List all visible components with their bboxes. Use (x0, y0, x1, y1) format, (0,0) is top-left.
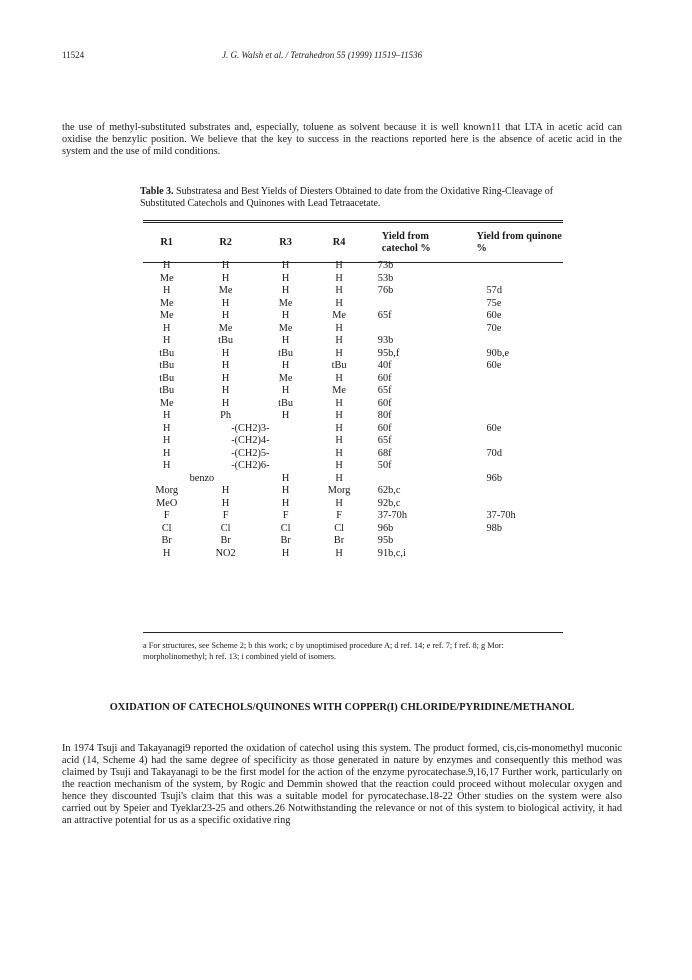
cell-r4: Morg (327, 485, 351, 496)
table-row (143, 273, 563, 286)
table-row (143, 410, 563, 423)
cell-r1: Me (159, 310, 174, 321)
table-caption-label: Table 3. (140, 186, 174, 197)
cell-r1: Br (161, 535, 172, 546)
cell-r2: Ph (220, 410, 232, 421)
cell-r4: Cl (334, 522, 344, 534)
cell-r4: H (335, 472, 343, 484)
cell-yield-catechol: 92b,c (377, 497, 401, 509)
cell-r2: Me (218, 285, 233, 296)
cell-r3: Cl (280, 522, 291, 534)
cell-r4: H (335, 347, 343, 359)
cell-r2: Cl (220, 522, 231, 534)
table-row (143, 460, 563, 473)
cell-r2: H (221, 397, 230, 409)
cell-yield-quinone (457, 535, 563, 548)
body-paragraph: In 1974 Tsuji and Takayanagi9 reported the oxidation of catechol using this system. The product formed, cis,cis-monomethyl muconic acid (14, Scheme 4) had the same degree of specificity as those generated in nature by enzymes and consequently this method was claimed by Tsuji and Takayanagi to be the first model for the action of the enzyme pyrocatechase.9,16,17 Further work, particularly on the reaction mechanism of the system, by Rogic and Demmin showed that the reaction could proceed without molecular oxygen and hence they discounted Tsuji's claim that this was a suitable model for pyrocatechase.18-22 Other studies on the system were also carried out by Speier and Tyeklar23-25 and others.26 Notwithstanding the relevance or not of this system to biological activity, it had an attractive potential for us as a specific oxidative ring (62, 743, 622, 826)
cell-r2: H (221, 485, 230, 496)
table-row (143, 510, 563, 523)
cell-r2: -(CH2)6- (231, 460, 270, 471)
cell-r4: H (335, 272, 343, 284)
cell-yield-quinone: 75e (486, 297, 502, 309)
substrates-table (143, 226, 563, 560)
cell-r4: H (335, 372, 343, 384)
cell-yield-quinone: 60e (486, 422, 502, 434)
cell-r2: -(CH2)5- (231, 447, 270, 459)
cell-r4: H (335, 322, 343, 334)
cell-r3: H (281, 285, 290, 296)
cell-r2: -(CH2)3- (231, 422, 270, 434)
cell-r4: H (335, 285, 343, 296)
cell-r3: H (281, 497, 290, 509)
cell-r3: Br (280, 535, 291, 546)
cell-yield-quinone: 57d (486, 285, 502, 296)
table-row (143, 298, 563, 311)
cell-yield-catechol: 65f (377, 435, 392, 446)
cell-r2: H (221, 497, 230, 509)
cell-r1: Me (159, 397, 174, 409)
table-body (143, 260, 563, 560)
cell-r3: H (281, 485, 290, 496)
cell-r1: H (162, 322, 171, 334)
cell-r1: tBu (159, 360, 175, 371)
cell-r2: F (222, 510, 229, 521)
cell-r2: H (221, 272, 230, 284)
cell-yield-catechol: 65f (377, 310, 392, 321)
cell-r2: H (221, 372, 230, 384)
cell-r4: tBu (331, 360, 347, 371)
cell-yield-catechol (368, 298, 457, 311)
header-rule (143, 262, 563, 263)
cell-r3: tBu (278, 347, 294, 359)
cell-r3: H (281, 360, 290, 371)
cell-r4: H (335, 410, 343, 421)
cell-r4: Br (333, 535, 345, 546)
table-row (143, 348, 563, 361)
cell-yield-quinone: 37-70h (486, 510, 516, 521)
cell-yield-quinone (457, 373, 563, 386)
cell-yield-catechol: 50f (377, 460, 392, 471)
header-r4: R4 (332, 237, 346, 248)
table-row (143, 360, 563, 373)
cell-r1: tBu (159, 372, 175, 384)
table-row (143, 373, 563, 386)
cell-yield-catechol: 40f (377, 360, 392, 371)
table-row (143, 535, 563, 548)
table-row (143, 423, 563, 436)
page-number: 11524 (62, 50, 85, 60)
cell-yield-quinone (457, 410, 563, 423)
cell-r2: H (221, 360, 230, 371)
header-r3: R3 (279, 237, 292, 248)
cell-r3: H (281, 335, 290, 346)
table-row (143, 485, 563, 498)
cell-r1: H (162, 335, 171, 346)
table-row (143, 498, 563, 511)
cell-r1: H (162, 435, 171, 446)
cell-yield-catechol: 37-70h (377, 510, 407, 521)
cell-yield-quinone (457, 548, 563, 561)
table-row (143, 285, 563, 298)
cell-yield-catechol: 80f (377, 410, 392, 421)
cell-yield-catechol: 93b (377, 335, 394, 346)
cell-r1: Me (159, 272, 174, 284)
cell-r4: H (335, 397, 343, 409)
cell-yield-catechol: 95b (377, 535, 394, 546)
cell-yield-catechol (368, 323, 457, 336)
cell-r2: H (221, 310, 230, 321)
cell-yield-quinone: 70d (486, 447, 502, 459)
cell-yield-quinone (457, 335, 563, 348)
cell-r4: F (336, 510, 342, 521)
cell-yield-quinone: 90b,e (486, 347, 510, 359)
cell-yield-quinone: 96b (486, 472, 502, 484)
cell-yield-quinone: 98b (486, 522, 502, 534)
cell-r2: -(CH2)4- (231, 435, 270, 446)
cell-r2: tBu (218, 335, 234, 346)
table-row (143, 385, 563, 398)
section-heading: OXIDATION OF CATECHOLS/QUINONES WITH COPPER(I) CHLORIDE/PYRIDINE/METHANOL (109, 702, 575, 713)
intro-paragraph: the use of methyl-substituted substrates and, especially, toluene as solvent because it is well known11 that LTA in acetic acid can oxidise the benzylic position. We believe that the key to success in the reactions reported here is the absence of acetic acid in the system and the use of mild conditions. (62, 122, 622, 157)
cell-r1: H (162, 447, 171, 459)
cell-r4: H (335, 422, 343, 434)
cell-yield-catechol: 62b,c (377, 485, 401, 496)
cell-r1: H (162, 410, 171, 421)
cell-r1: MeO (156, 497, 178, 509)
table-bottom-rule (143, 632, 563, 633)
cell-yield-quinone (457, 385, 563, 398)
cell-r1: tBu (159, 347, 175, 359)
cell-r2: H (221, 260, 230, 271)
cell-r2: H (221, 385, 230, 396)
header-yield-catechol: Yield from catechol % (381, 231, 431, 254)
cell-yield-quinone: 60e (486, 360, 502, 371)
cell-r4: H (335, 260, 343, 271)
table-row (143, 523, 563, 536)
cell-r3: Me (278, 322, 293, 334)
cell-r3: H (281, 472, 290, 484)
cell-r3: F (282, 510, 289, 521)
header-yield-quinone: Yield from quinone % (476, 231, 562, 254)
cell-r3: H (281, 385, 290, 396)
header-r1: R1 (160, 237, 173, 248)
cell-yield-catechol: 68f (377, 447, 392, 459)
table-row (143, 323, 563, 336)
cell-r2: Me (218, 322, 233, 334)
cell-r4: H (335, 497, 343, 509)
cell-yield-quinone (457, 460, 563, 473)
cell-r2: Br (220, 535, 231, 546)
cell-r4: H (335, 547, 343, 559)
cell-r4: H (335, 447, 343, 459)
cell-yield-quinone (457, 273, 563, 286)
cell-r4: Me (332, 310, 346, 321)
cell-r3: H (281, 410, 290, 421)
cell-r2: H (221, 297, 230, 309)
cell-r1: tBu (159, 385, 175, 396)
cell-yield-quinone (457, 435, 563, 448)
cell-yield-catechol: 53b (377, 272, 394, 284)
cell-r1: H (162, 422, 171, 434)
cell-yield-catechol: 60f (377, 397, 392, 409)
table-row (143, 335, 563, 348)
cell-yield-catechol: 65f (377, 385, 392, 396)
cell-yield-catechol: 76b (377, 285, 394, 296)
cell-r3: Me (278, 297, 293, 309)
cell-r3: tBu (278, 397, 294, 409)
cell-r1: Morg (155, 485, 179, 496)
cell-r1: H (162, 547, 171, 559)
cell-yield-catechol: 73b (377, 260, 394, 271)
cell-r4: H (335, 460, 343, 471)
cell-yield-catechol: 96b (377, 522, 394, 534)
running-head: J. G. Walsh et al. / Tetrahedron 55 (1999) 11519–11536 (222, 50, 423, 60)
table-row (143, 398, 563, 411)
cell-yield-quinone (457, 398, 563, 411)
cell-r2: NO2 (215, 547, 236, 559)
cell-yield-quinone (457, 485, 563, 498)
header-r2: R2 (219, 237, 232, 248)
cell-r1: Me (159, 297, 174, 309)
cell-r4: H (335, 435, 343, 446)
cell-r2: H (221, 347, 230, 359)
cell-r3: Me (278, 372, 293, 384)
cell-r3: H (281, 272, 290, 284)
cell-r1: Cl (161, 522, 172, 534)
cell-r4: Me (332, 385, 346, 396)
cell-r4: H (335, 297, 343, 309)
table-row (143, 548, 563, 561)
cell-r1: H (162, 285, 171, 296)
table-caption (140, 186, 560, 210)
cell-r1: benzo (189, 472, 215, 484)
cell-r4: H (335, 335, 343, 346)
table-row (143, 448, 563, 461)
cell-r3: H (281, 547, 290, 559)
cell-yield-catechol: 91b,c,i (377, 547, 406, 559)
cell-yield-catechol: 60f (377, 372, 392, 384)
table-caption-text: Substratesa and Best Yields of Diesters Obtained to date from the Oxidative Ring-Cleavage of Substituted Catechols and Quinones with Lead Tetraacetate. (140, 186, 554, 209)
table-row (143, 310, 563, 323)
cell-r1: F (163, 510, 170, 521)
cell-yield-quinone: 60e (486, 310, 502, 321)
cell-r1: H (162, 460, 171, 471)
cell-r3: H (281, 310, 290, 321)
cell-r1: H (162, 260, 171, 271)
table-top-rule (143, 220, 563, 223)
cell-yield-catechol (368, 473, 457, 486)
cell-yield-quinone: 70e (486, 322, 502, 334)
table-row (143, 435, 563, 448)
table-footnotes: a For structures, see Scheme 2; b this work; c by unoptimised procedure A; d ref. 14; e ref. 7; f ref. 8; g Mor: morpholinomethyl; h ref. 13; i combined yield of isomers. (143, 641, 504, 661)
cell-r3: H (281, 260, 290, 271)
table-row (143, 473, 563, 486)
cell-yield-catechol: 60f (377, 422, 392, 434)
cell-yield-quinone (457, 498, 563, 511)
cell-yield-catechol: 95b,f (377, 347, 400, 359)
